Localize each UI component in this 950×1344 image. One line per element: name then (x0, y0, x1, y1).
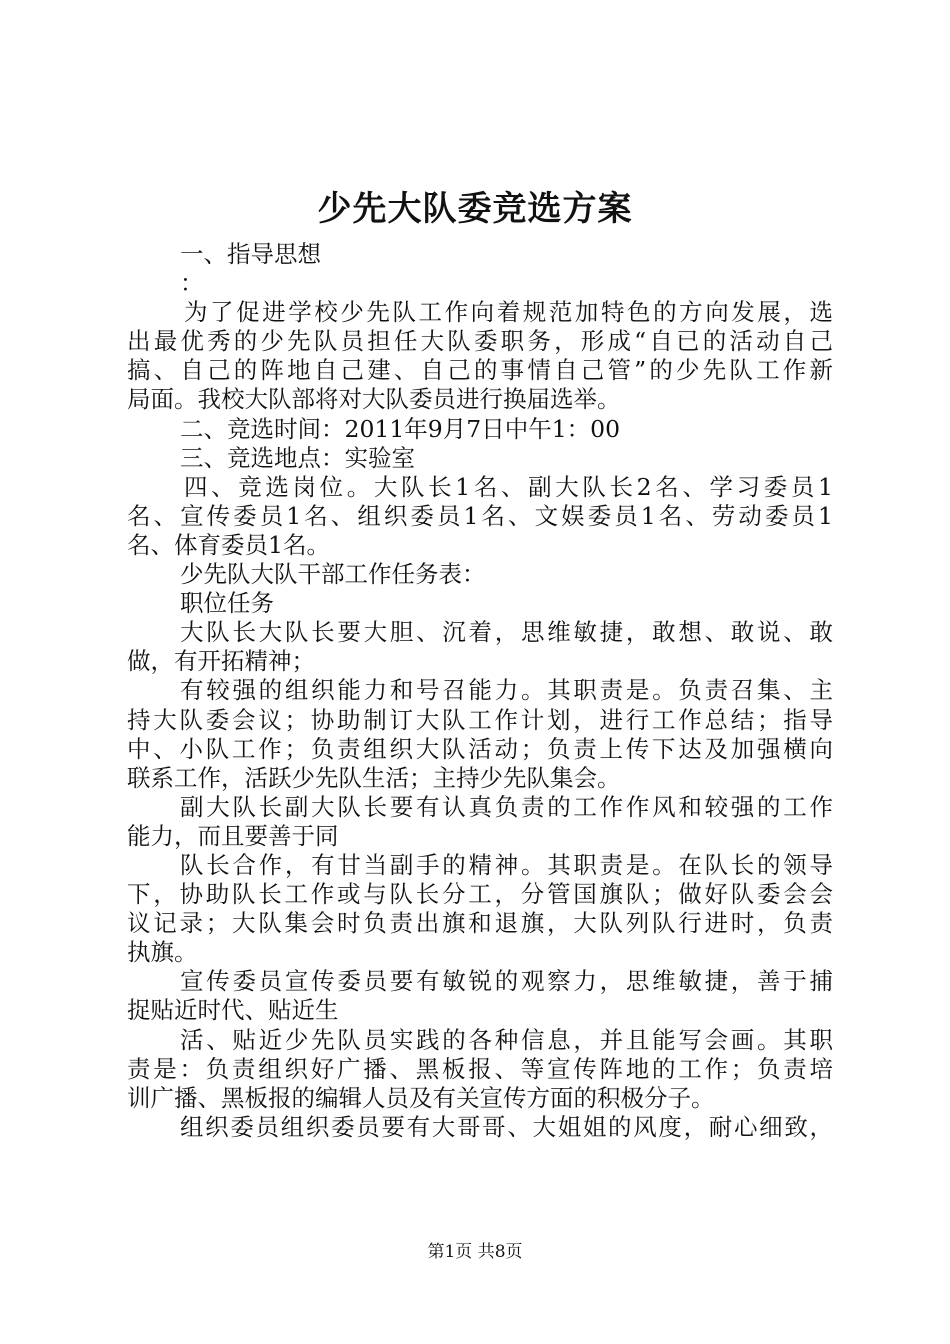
text-line: 下，协助队长工作或与队长分工，分管国旗队；做好队委会会 (127, 880, 833, 909)
text-line: 捉贴近时代、贴近生 (127, 996, 339, 1025)
section-heading-positions: 四、竞选岗位。大队长1名、副大队长2名、学习委员1 (184, 472, 833, 501)
text-line: 有较强的组织能力和号召能力。其职责是。负责召集、主 (180, 676, 833, 705)
text-line: 职位任务 (180, 589, 274, 618)
text-line: 出最优秀的少先队员担任大队委职务，形成“自已的活动自己 (127, 327, 833, 356)
text-line: 议记录；大队集会时负责出旗和退旗，大队列队行进时，负责 (127, 909, 833, 938)
text-line: 名、宣传委员1名、组织委员1名、文娱委员1名、劳动委员1 (127, 501, 833, 530)
text-line: 组织委员组织委员要有大哥哥、大姐姐的风度，耐心细致， (180, 1112, 833, 1141)
text-line: 责是：负责组织好广播、黑板报、等宣传阵地的工作；负责培 (127, 1054, 833, 1083)
text-line: 执旗。 (127, 938, 198, 967)
text-line: 副大队长副大队长要有认真负责的工作作风和较强的工作 (180, 792, 833, 821)
page-number: 第1页 共8页 (427, 1242, 523, 1262)
text-line: 做，有开拓精神； (127, 647, 315, 676)
text-line: 中、小队工作；负责组织大队活动；负责上传下达及加强横向 (127, 734, 833, 763)
text-line: 搞、自己的阵地自己建、自己的事情自己管”的少先队工作新 (127, 356, 833, 385)
section-heading-time: 二、竞选时间：2011年9月7日中午1：00 (180, 414, 621, 443)
text-line: 联系工作，活跃少先队生活；主持少先队集会。 (127, 763, 621, 792)
section-heading-guiding-thought: 一、指导思想 (180, 240, 321, 268)
text-line: 少先队大队干部工作任务表： (180, 560, 486, 589)
text-line: 局面。我校大队部将对大队委员进行换届选举。 (127, 385, 621, 414)
page-title: 少先大队委竞选方案 (317, 189, 633, 229)
text-line: 队长合作，有甘当副手的精神。其职责是。在队长的领导 (180, 850, 833, 879)
text-line: 名、体育委员1名。 (127, 530, 330, 559)
text-line: 为了促进学校少先队工作向着规范加特色的方向发展，选 (184, 298, 833, 327)
document-body (127, 240, 833, 1142)
text-line: 大队长大队长要大胆、沉着，思维敏捷，敢想、敢说、敢 (180, 618, 833, 647)
text-line: 宣传委员宣传委员要有敏锐的观察力，思维敏捷，善于捕 (180, 967, 833, 996)
text-line: ： (180, 269, 204, 298)
section-heading-location: 三、竞选地点：实验室 (180, 443, 415, 472)
text-line: 持大队委会议；协助制订大队工作计划，进行工作总结；指导 (127, 705, 833, 734)
text-line: 活、贴近少先队员实践的各种信息，并且能写会画。其职 (180, 1025, 833, 1054)
text-line: 训广播、黑板报的编辑人员及有关宣传方面的积极分子。 (127, 1083, 715, 1112)
text-line: 能力，而且要善于同 (127, 821, 339, 850)
